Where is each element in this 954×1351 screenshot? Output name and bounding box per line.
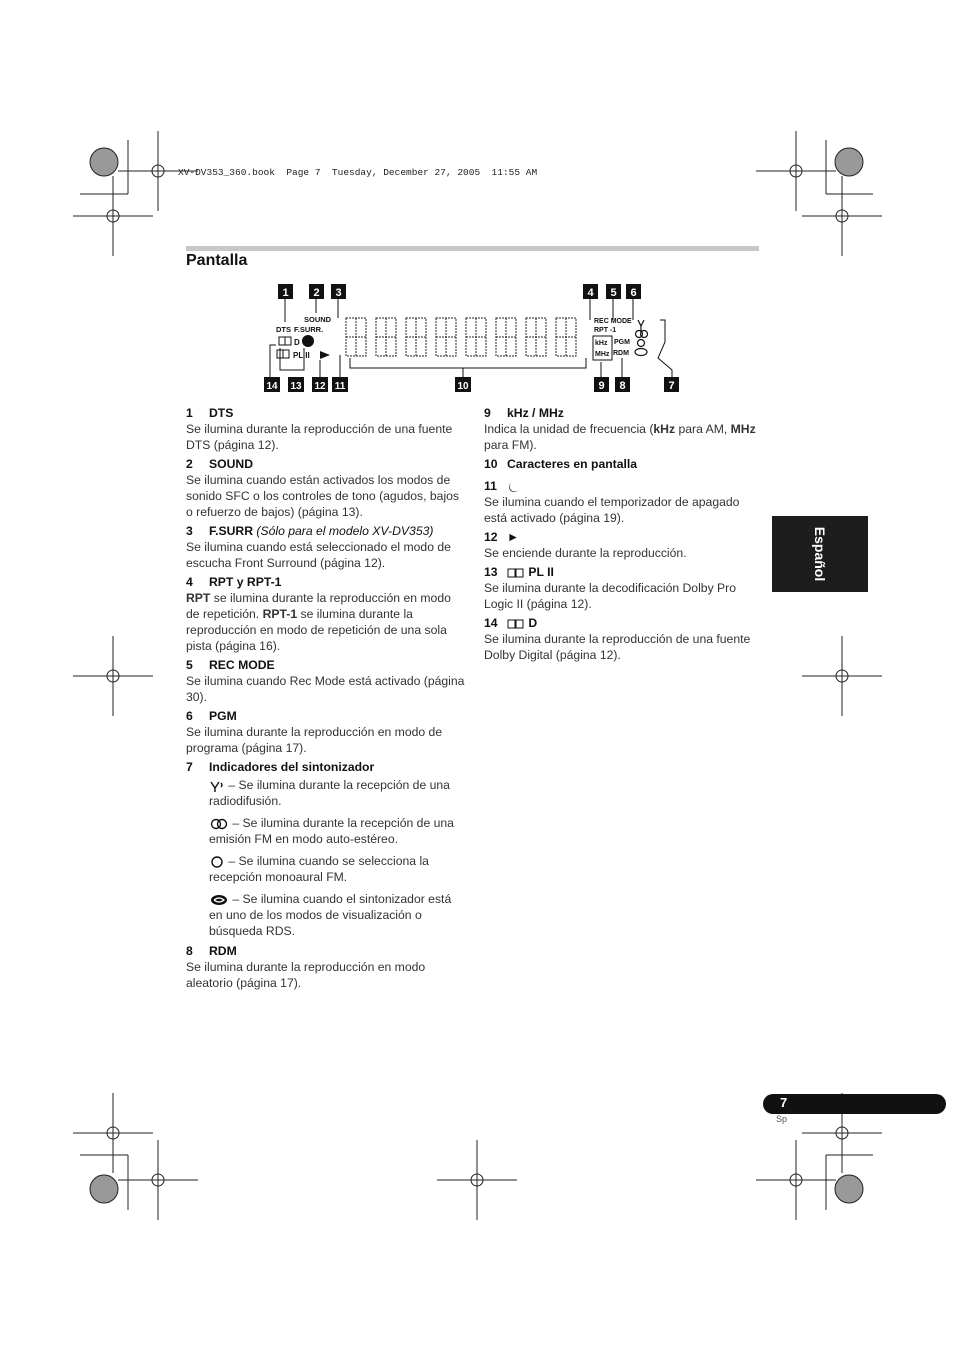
list-item: 10 Caracteres en pantalla: [484, 457, 638, 471]
tuner-indicator: – Se ilumina durante la recepción de una radiodifusión.: [209, 778, 450, 808]
list-item: 14 D Se ilumina durante la reproducción de una fuente Dolby Digital (página 12).: [484, 616, 751, 662]
svg-text:F.SURR.: F.SURR.: [294, 325, 324, 334]
svg-text:5: 5: [610, 287, 617, 299]
svg-text:DTS: DTS: [276, 325, 291, 334]
svg-text:RDM: RDM: [613, 350, 629, 357]
left-column: [186, 405, 466, 994]
list-item: 2 SOUND Se ilumina cuando están activados los modos de sonido SFC o los controles de tono (agudos, bajos o refuerzo de bajos) (página 13).: [186, 457, 460, 519]
svg-text:PGM: PGM: [614, 339, 630, 346]
callout-13: [288, 377, 304, 392]
tuner-indicator: – Se ilumina cuando se selecciona la recepción monoaural FM.: [209, 854, 429, 884]
list-item: 9 kHz / MHz Indica la unidad de frecuencia (kHz para AM, MHz para FM).: [484, 406, 756, 452]
language-tab: Español: [772, 516, 868, 592]
list-item: 7 Indicadores del sintonizador – Se ilumina durante la recepción de una radiodifusión. – Se ilumina durante la recepción de una emisión FM en modo auto-estéreo. – Se ilumina cuando se selecciona la recepción monoaural FM. – Se ilumina cuando el sintonizador está en uno de los modos de visualización o búsqueda RDS.: [186, 759, 466, 939]
callout-10: [455, 377, 471, 392]
page-number: 7: [780, 1095, 788, 1110]
tuner-indicator: – Se ilumina cuando el sintonizador está en uno de los modos de visualización o búsqueda RDS.: [209, 892, 452, 938]
svg-text:D: D: [294, 338, 300, 347]
list-item: 11 Se ilumina cuando el temporizador de apagado está activado (página 19).: [484, 479, 740, 525]
callout-5: [606, 284, 621, 299]
display-diagram: [260, 280, 690, 400]
svg-text:2: 2: [313, 287, 320, 299]
callout-1: [278, 284, 293, 299]
svg-text:1: 1: [282, 287, 289, 299]
callout-8: [615, 377, 630, 392]
list-item: 5 REC MODE Se ilumina cuando Rec Mode está activado (página 30).: [186, 658, 465, 704]
dolby-icon: [507, 619, 525, 629]
tuner-indicator: – Se ilumina durante la recepción de una emisión FM en modo auto-estéreo.: [209, 816, 454, 846]
antenna-icon: [209, 780, 225, 792]
page-number-bar: [763, 1094, 946, 1114]
page-lang: Sp: [776, 1114, 788, 1124]
callout-4: [583, 284, 598, 299]
svg-text:12: 12: [314, 381, 326, 392]
callout-11: [332, 377, 348, 392]
stereo-icon: [209, 818, 229, 830]
callout-9: [594, 377, 609, 392]
svg-text:RPT -1: RPT -1: [594, 327, 617, 334]
section-title: Pantalla: [186, 252, 248, 269]
svg-text:MHz: MHz: [595, 351, 610, 358]
callout-6: [626, 284, 641, 299]
list-item: 3 F.SURR (Sólo para el modelo XV-DV353) Se ilumina cuando está seleccionado el modo de escucha Front Surround (página 12).: [186, 524, 451, 570]
svg-text:6: 6: [630, 287, 637, 299]
svg-text:11: 11: [334, 381, 346, 392]
svg-text:14: 14: [266, 381, 278, 392]
list-item: 4 RPT y RPT-1 RPT se ilumina durante la reproducción en modo de repetición. RPT-1 se ilumina durante la reproducción en modo de repetición de una sola pista (página 16).: [186, 575, 451, 653]
list-item: 6 PGM Se ilumina durante la reproducción en modo de programa (página 17).: [186, 709, 443, 755]
svg-text:kHz: kHz: [595, 340, 608, 347]
svg-text:REC MODE: REC MODE: [594, 318, 632, 325]
print-header: XV-DV353_360.book Page 7 Tuesday, December 27, 2005 11:55 AM: [178, 167, 538, 178]
svg-text:3: 3: [335, 287, 342, 299]
rds-icon: [209, 894, 229, 906]
list-item: 12 ► Se enciende durante la reproducción.: [484, 530, 687, 560]
callout-14: [264, 377, 280, 392]
list-item: 1 DTS Se ilumina durante la reproducción de una fuente DTS (página 12).: [186, 406, 453, 452]
callout-12: [312, 377, 328, 392]
dolby-icon: [507, 568, 525, 578]
list-item: 8 RDM Se ilumina durante la reproducción en modo aleatorio (página 17).: [186, 944, 426, 990]
svg-text:13: 13: [290, 381, 302, 392]
callout-3: [331, 284, 346, 299]
mono-icon: [209, 856, 225, 868]
svg-text:8: 8: [619, 380, 626, 392]
svg-text:PL II: PL II: [293, 351, 310, 360]
right-column: [484, 405, 759, 666]
svg-text:10: 10: [457, 381, 469, 392]
callout-2: [309, 284, 324, 299]
svg-text:4: 4: [587, 287, 594, 299]
svg-text:SOUND: SOUND: [304, 315, 332, 324]
svg-text:7: 7: [668, 380, 675, 392]
sleep-icon: [507, 481, 521, 493]
list-item: 13 PL II Se ilumina durante la decodificación Dolby Pro Logic II (página 12).: [484, 565, 737, 611]
section-rule: [186, 246, 759, 251]
callout-7: [664, 377, 679, 392]
svg-text:9: 9: [598, 380, 605, 392]
